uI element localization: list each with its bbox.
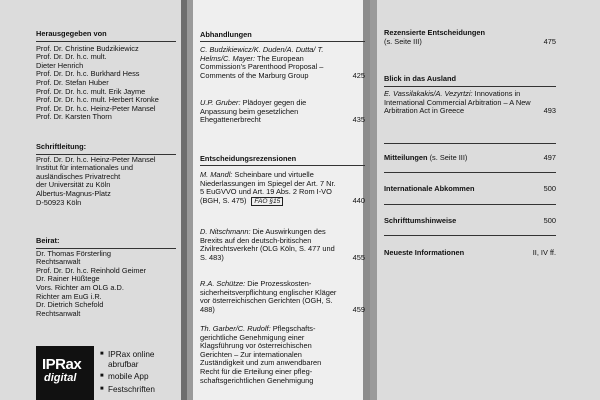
editorial-line: Prof. Dr. Dr. h.c. Heinz-Peter Mansel: [36, 154, 156, 164]
article-title: Plädoyer gegen die Anpassung beim gesetzlichen Ehegattenerbrecht: [200, 98, 307, 125]
board-line: Rechtsanwalt: [36, 257, 81, 267]
divider: [36, 248, 176, 249]
article-authors: U.P. Gruber:: [200, 98, 241, 107]
section-page: 475: [543, 37, 556, 46]
section-heading-abhandlungen: Abhandlungen: [200, 30, 252, 39]
article-title: Die Prozesskosten-sicherheitsverpflichtung englischer Kläger vor österreichischen Gerichten (OGH, S. 488): [200, 279, 337, 314]
section-page: 500: [543, 184, 556, 193]
section-label: Schrifttumshinweise: [384, 216, 457, 225]
article-entry[interactable]: [200, 279, 365, 314]
section-subtext: (s. Seite III): [384, 37, 422, 46]
divider: [384, 143, 556, 144]
board-line: Dr. Dietrich Schefold: [36, 300, 104, 310]
section-page: 497: [543, 153, 556, 162]
left-column: [0, 0, 187, 400]
article-authors: M. Mandl:: [200, 170, 233, 179]
article-page: 493: [543, 106, 556, 116]
board-line: Vors. Richter am OLG a.D.: [36, 282, 124, 292]
article-entry[interactable]: [200, 45, 365, 80]
feature-item: ■ Festschriften: [100, 385, 186, 395]
editorial-line: der Universität zu Köln: [36, 180, 111, 190]
publishers-heading: Herausgegeben von: [36, 29, 107, 38]
publisher-name: Prof. Dr. Christine Budzikiewicz: [36, 43, 139, 53]
article-title: The European Commission's Parenthood Proposal – Comments of the Marburg Group: [200, 53, 324, 80]
divider: [384, 235, 556, 236]
board-block: [36, 237, 186, 318]
agreements-entry[interactable]: [384, 184, 556, 193]
divider: [36, 154, 176, 155]
board-line: Dr. Thomas Försterling: [36, 248, 112, 258]
iprax-digital-logo[interactable]: [36, 346, 94, 400]
article-page: 459: [352, 304, 365, 314]
publisher-name: Dieter Henrich: [36, 60, 84, 70]
section-subtext: (s. Seite III): [429, 153, 468, 162]
article-title: Innovations in International Commercial Arbitration – A New Arbitration Act in Greece: [384, 89, 531, 116]
section-page: 500: [543, 216, 556, 225]
reviewed-decisions-entry[interactable]: [384, 28, 556, 46]
article-entry[interactable]: [200, 98, 365, 125]
publisher-name: Prof. Dr. Dr. h.c. mult. Erik Jayme: [36, 86, 146, 96]
literature-entry[interactable]: [384, 216, 556, 225]
article-page: 440: [352, 196, 365, 206]
publisher-name: Prof. Dr. Dr. h.c. Heinz-Peter Mansel: [36, 103, 156, 113]
board-heading: Beirat:: [36, 236, 60, 245]
editorial-block: [36, 143, 186, 207]
article-title: Die Auswirkungen des Brexits auf den deutsch-britischen Zivilrechtsverkehr (OLG Köln, S. 477 und S. 483): [200, 227, 335, 262]
article-authors: E. Vassilakakis/A. Vezyrtzi:: [384, 89, 473, 98]
publishers-block: [36, 30, 186, 122]
editorial-heading: Schriftleitung:: [36, 142, 87, 151]
article-authors: C. Budzikiewicz/K. Duden/A. Dutta/ T. Helms/C. Mayer:: [200, 45, 324, 63]
abroad-article-entry[interactable]: [384, 90, 556, 116]
article-entry[interactable]: [200, 325, 360, 385]
divider: [384, 86, 556, 87]
section-label: Rezensierte Entscheidungen: [384, 28, 486, 37]
section-heading-entscheidungsrezensionen: Entscheidungsrezensionen: [200, 154, 297, 163]
board-line: Richter am EuG i.R.: [36, 291, 102, 301]
article-page: 435: [352, 115, 365, 125]
section-page: II, IV ff.: [532, 248, 556, 257]
divider: [384, 172, 556, 173]
publisher-name: Prof. Dr. Dr. h.c. mult. Herbert Kronke: [36, 95, 159, 105]
publisher-name: Prof. Dr. Stefan Huber: [36, 77, 109, 87]
board-line: Prof. Dr. Dr. h.c. Reinhold Geimer: [36, 265, 147, 275]
news-entry[interactable]: [384, 248, 556, 257]
section-label: Neueste Informationen: [384, 248, 465, 257]
editorial-line: ausländisches Privatrecht: [36, 171, 121, 181]
board-line: Rechtsanwalt: [36, 308, 81, 318]
divider: [200, 165, 365, 166]
logo-text-top: IPRax: [42, 356, 82, 373]
article-page: 425: [352, 70, 365, 80]
publisher-name: Prof. Dr. Karsten Thorn: [36, 112, 112, 122]
article-authors: Th. Garber/C. Rudolf:: [200, 324, 271, 333]
feature-item: ■ IPRax online abrufbar: [100, 350, 186, 369]
fao-badge: FAO §15: [251, 197, 283, 206]
article-entry[interactable]: [200, 170, 365, 206]
middle-column: [193, 0, 370, 400]
article-page: 455: [352, 252, 365, 262]
divider: [384, 204, 556, 205]
divider: [200, 41, 365, 42]
section-heading-abroad: [384, 74, 556, 83]
feature-item: ■ mobile App: [100, 372, 186, 382]
divider: [36, 41, 176, 42]
section-label: Mitteilungen: [384, 153, 428, 162]
article-authors: R.A. Schütze:: [200, 279, 246, 288]
article-authors: D. Nitschmann:: [200, 227, 251, 236]
article-title: Scheinbare und virtuelle Niederlassungen im Spiegel der Art. 7 Nr. 5 EuGVVO und Art. 19 Abs. 2 Rom I-VO (BGH, S. 475): [200, 170, 336, 205]
editorial-line: D-50923 Köln: [36, 197, 82, 207]
publisher-name: Prof. Dr. Dr. h.c. Burkhard Hess: [36, 69, 140, 79]
board-line: Dr. Rainer Hüßtege: [36, 274, 100, 284]
right-column: [377, 0, 600, 400]
logo-text-bottom: digital: [44, 372, 77, 384]
section-label: Blick in das Ausland: [384, 74, 457, 83]
article-entry[interactable]: [200, 227, 365, 262]
editorial-line: Albertus-Magnus-Platz: [36, 188, 111, 198]
publisher-name: Prof. Dr. Dr. h.c. mult.: [36, 52, 107, 62]
article-title: Pflegschafts-gerichtliche Genehmigung einer Klagsführung vor österreichischen Gerichten – Zur internationalen Zuständigkeit und zum anwendbaren Recht für die Erteilung einer pfleg-schaftsgerichtlichen Genehmigung: [200, 324, 322, 385]
section-label: Internationale Abkommen: [384, 184, 475, 193]
notices-entry[interactable]: [384, 153, 556, 162]
editorial-line: Institut für internationales und: [36, 163, 133, 173]
digital-features-list: [100, 350, 186, 397]
